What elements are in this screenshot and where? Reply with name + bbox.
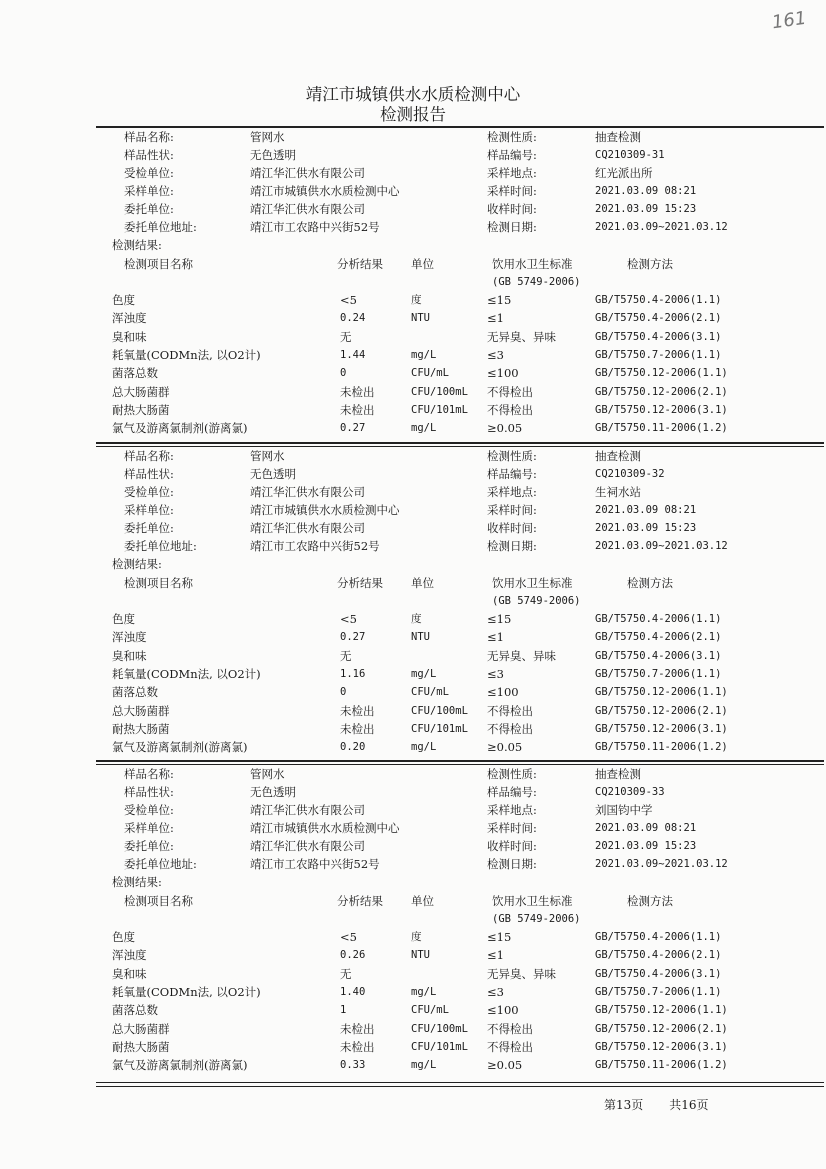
- test-result-value: 未检出: [340, 721, 375, 736]
- test-result-value: <5: [340, 930, 357, 944]
- test-result-value: 未检出: [340, 402, 375, 417]
- test-item-name: 总大肠菌群: [112, 384, 170, 399]
- test-item-name: 耗氧量(CODMn法, 以O2计): [112, 347, 261, 362]
- test-result-value: 0.24: [340, 312, 366, 325]
- test-date-label: 检测日期:: [487, 539, 537, 553]
- sample-number-label: 样品编号:: [487, 467, 537, 481]
- test-unit: CFU/101mL: [411, 1040, 468, 1053]
- test-standard: ≤15: [487, 930, 512, 944]
- client-unit-value: 靖江华汇供水有限公司: [250, 202, 365, 216]
- inspected-unit-label: 受检单位:: [124, 803, 174, 817]
- col-header-result: 分析结果: [337, 257, 383, 271]
- test-standard: 不得检出: [487, 402, 533, 417]
- col-header-method: 检测方法: [627, 257, 673, 271]
- test-method: GB/T5750.7-2006(1.1): [595, 667, 722, 680]
- client-address-value: 靖江市工农路中兴街52号: [250, 857, 380, 871]
- test-standard: ≤1: [487, 948, 504, 963]
- test-method: GB/T5750.4-2006(3.1): [595, 649, 722, 662]
- inspected-unit-value: 靖江华汇供水有限公司: [250, 803, 365, 817]
- client-address-label: 委托单位地址:: [124, 857, 197, 871]
- test-date-value: 2021.03.09~2021.03.12: [595, 221, 728, 233]
- test-standard: ≤1: [487, 630, 504, 645]
- test-unit: NTU: [411, 631, 430, 644]
- sample-form-label: 样品性状:: [124, 785, 174, 799]
- test-unit: mg/L: [411, 985, 437, 998]
- sampling-unit-value: 靖江市城镇供水水质检测中心: [250, 184, 400, 198]
- sampling-site-label: 采样地点:: [487, 485, 537, 499]
- test-result-value: 1.16: [340, 667, 366, 680]
- test-method: GB/T5750.12-2006(2.1): [595, 704, 728, 717]
- test-item-name: 臭和味: [112, 329, 147, 344]
- test-method: GB/T5750.4-2006(3.1): [595, 967, 722, 980]
- test-item-name: 耐热大肠菌: [112, 402, 170, 417]
- receive-time-value: 2021.03.09 15:23: [595, 522, 697, 534]
- test-item-name: 总大肠菌群: [112, 1021, 170, 1036]
- test-result-value: 1.40: [340, 985, 366, 998]
- inspected-unit-label: 受检单位:: [124, 166, 174, 180]
- col-header-standard: 饮用水卫生标准: [492, 257, 573, 271]
- test-result-value: 0.27: [340, 422, 366, 435]
- receive-time-value: 2021.03.09 15:23: [595, 840, 697, 852]
- test-unit: mg/L: [411, 422, 437, 435]
- test-standard: 无异臭、异味: [487, 329, 556, 344]
- sampling-unit-value: 靖江市城镇供水水质检测中心: [250, 821, 400, 835]
- client-address-value: 靖江市工农路中兴街52号: [250, 220, 380, 234]
- col-header-result: 分析结果: [337, 576, 383, 590]
- report-subtitle: 检测报告: [380, 105, 446, 124]
- handwritten-page-number: 161: [770, 7, 808, 34]
- test-item-name: 色度: [112, 612, 135, 626]
- sample-name-label: 样品名称:: [124, 449, 174, 463]
- test-item-name: 总大肠菌群: [112, 703, 170, 718]
- test-result-value: <5: [340, 293, 357, 307]
- client-unit-value: 靖江华汇供水有限公司: [250, 521, 365, 535]
- test-result-value: 未检出: [340, 703, 375, 718]
- test-result-value: 无: [340, 329, 352, 344]
- test-standard: 不得检出: [487, 1039, 533, 1054]
- test-date-label: 检测日期:: [487, 220, 537, 234]
- test-unit: CFU/mL: [411, 686, 449, 699]
- col-header-item: 检测项目名称: [124, 257, 193, 271]
- test-method: GB/T5750.12-2006(3.1): [595, 403, 728, 416]
- test-unit: mg/L: [411, 741, 437, 754]
- test-item-name: 耐热大肠菌: [112, 1039, 170, 1054]
- sample-form-value: 无色透明: [250, 467, 296, 481]
- col-header-method: 检测方法: [627, 894, 673, 908]
- test-standard: 不得检出: [487, 703, 533, 718]
- col-header-method: 检测方法: [627, 576, 673, 590]
- test-standard: ≥0.05: [487, 1058, 523, 1073]
- test-unit: CFU/100mL: [411, 385, 468, 398]
- test-method: GB/T5750.12-2006(1.1): [595, 686, 728, 699]
- client-unit-label: 委托单位:: [124, 521, 174, 535]
- sampling-time-label: 采样时间:: [487, 503, 537, 517]
- test-method: GB/T5750.4-2006(3.1): [595, 330, 722, 343]
- test-result-value: 1: [340, 1004, 347, 1017]
- test-standard: ≤15: [487, 612, 512, 626]
- sample-section: [0, 449, 826, 769]
- sampling-site-label: 采样地点:: [487, 803, 537, 817]
- col-header-standard-code: (GB 5749-2006): [492, 595, 581, 607]
- test-item-name: 菌落总数: [112, 1003, 158, 1018]
- page-total: 共16页: [669, 1098, 709, 1112]
- test-standard: ≤100: [487, 366, 519, 381]
- test-unit: CFU/101mL: [411, 403, 468, 416]
- test-result-value: 无: [340, 966, 352, 981]
- sample-name-value: 管网水: [250, 130, 285, 144]
- test-item-name: 浑浊度: [112, 311, 147, 326]
- test-unit: CFU/mL: [411, 367, 449, 380]
- test-item-name: 耗氧量(CODMn法, 以O2计): [112, 984, 261, 999]
- sample-number-value: CQ210309-31: [595, 149, 665, 161]
- test-standard: 不得检出: [487, 1021, 533, 1036]
- test-unit: CFU/mL: [411, 1004, 449, 1017]
- sample-name-value: 管网水: [250, 449, 285, 463]
- test-unit: 度: [411, 294, 422, 306]
- sampling-unit-value: 靖江市城镇供水水质检测中心: [250, 503, 400, 517]
- test-item-name: 氯气及游离氯制剂(游离氯): [112, 1058, 248, 1073]
- results-heading: 检测结果:: [112, 557, 162, 571]
- sample-name-label: 样品名称:: [124, 130, 174, 144]
- sampling-time-label: 采样时间:: [487, 821, 537, 835]
- test-standard: ≤100: [487, 685, 519, 700]
- test-item-name: 耗氧量(CODMn法, 以O2计): [112, 666, 261, 681]
- test-unit: CFU/100mL: [411, 1022, 468, 1035]
- client-unit-value: 靖江华汇供水有限公司: [250, 839, 365, 853]
- test-nature-value: 抽查检测: [595, 767, 641, 781]
- test-method: GB/T5750.12-2006(2.1): [595, 1022, 728, 1035]
- col-header-unit: 单位: [411, 894, 434, 908]
- sampling-unit-label: 采样单位:: [124, 821, 174, 835]
- sampling-time-value: 2021.03.09 08:21: [595, 185, 697, 197]
- test-item-name: 浑浊度: [112, 630, 147, 645]
- client-unit-label: 委托单位:: [124, 839, 174, 853]
- test-method: GB/T5750.4-2006(1.1): [595, 613, 722, 625]
- sampling-site-label: 采样地点:: [487, 166, 537, 180]
- receive-time-label: 收样时间:: [487, 521, 537, 535]
- test-method: GB/T5750.4-2006(2.1): [595, 312, 722, 325]
- sample-number-value: CQ210309-33: [595, 786, 665, 798]
- test-unit: NTU: [411, 312, 430, 325]
- page-footer: [604, 1096, 735, 1113]
- test-standard: ≤100: [487, 1003, 519, 1018]
- receive-time-label: 收样时间:: [487, 839, 537, 853]
- test-result-value: 0.26: [340, 949, 366, 962]
- test-unit: CFU/101mL: [411, 722, 468, 735]
- test-method: GB/T5750.12-2006(1.1): [595, 367, 728, 380]
- sampling-site-value: 刘国钧中学: [595, 803, 653, 817]
- test-standard: ≤3: [487, 984, 504, 999]
- test-standard: ≤15: [487, 293, 512, 307]
- test-method: GB/T5750.7-2006(1.1): [595, 348, 722, 361]
- test-item-name: 臭和味: [112, 648, 147, 663]
- test-method: GB/T5750.4-2006(2.1): [595, 949, 722, 962]
- test-method: GB/T5750.11-2006(1.2): [595, 741, 728, 754]
- test-item-name: 菌落总数: [112, 685, 158, 700]
- test-standard: 不得检出: [487, 721, 533, 736]
- test-result-value: 未检出: [340, 384, 375, 399]
- receive-time-label: 收样时间:: [487, 202, 537, 216]
- results-heading: 检测结果:: [112, 875, 162, 889]
- inspected-unit-label: 受检单位:: [124, 485, 174, 499]
- test-standard: ≤3: [487, 666, 504, 681]
- sample-form-label: 样品性状:: [124, 467, 174, 481]
- test-result-value: 0: [340, 686, 347, 699]
- test-nature-label: 检测性质:: [487, 767, 537, 781]
- test-method: GB/T5750.4-2006(2.1): [595, 631, 722, 644]
- client-address-label: 委托单位地址:: [124, 220, 197, 234]
- sampling-time-label: 采样时间:: [487, 184, 537, 198]
- test-result-value: 未检出: [340, 1021, 375, 1036]
- test-item-name: 氯气及游离氯制剂(游离氯): [112, 740, 248, 755]
- test-nature-label: 检测性质:: [487, 130, 537, 144]
- report-org-title: 靖江市城镇供水水质检测中心: [305, 85, 521, 104]
- test-result-value: 0.33: [340, 1059, 366, 1072]
- test-item-name: 色度: [112, 293, 135, 307]
- test-standard: ≥0.05: [487, 740, 523, 755]
- test-standard: 不得检出: [487, 384, 533, 399]
- results-heading: 检测结果:: [112, 238, 162, 252]
- test-method: GB/T5750.12-2006(3.1): [595, 1040, 728, 1053]
- test-method: GB/T5750.12-2006(2.1): [595, 385, 728, 398]
- test-result-value: 无: [340, 648, 352, 663]
- col-header-unit: 单位: [411, 257, 434, 271]
- test-unit: 度: [411, 613, 422, 625]
- test-unit: mg/L: [411, 348, 437, 361]
- test-result-value: <5: [340, 612, 357, 626]
- test-unit: NTU: [411, 949, 430, 962]
- sampling-unit-label: 采样单位:: [124, 503, 174, 517]
- sample-form-value: 无色透明: [250, 148, 296, 162]
- test-unit: CFU/100mL: [411, 704, 468, 717]
- test-method: GB/T5750.12-2006(1.1): [595, 1004, 728, 1017]
- sample-number-label: 样品编号:: [487, 785, 537, 799]
- col-header-standard: 饮用水卫生标准: [492, 894, 573, 908]
- test-item-name: 浑浊度: [112, 948, 147, 963]
- col-header-standard: 饮用水卫生标准: [492, 576, 573, 590]
- sample-number-label: 样品编号:: [487, 148, 537, 162]
- test-item-name: 臭和味: [112, 966, 147, 981]
- test-result-value: 1.44: [340, 348, 366, 361]
- inspected-unit-value: 靖江华汇供水有限公司: [250, 166, 365, 180]
- page-number: 第13页: [604, 1098, 644, 1112]
- receive-time-value: 2021.03.09 15:23: [595, 203, 697, 215]
- test-date-value: 2021.03.09~2021.03.12: [595, 540, 728, 552]
- test-standard: 无异臭、异味: [487, 648, 556, 663]
- test-result-value: 0.27: [340, 631, 366, 644]
- test-method: GB/T5750.4-2006(1.1): [595, 294, 722, 306]
- sample-section: [0, 767, 826, 1087]
- test-unit: mg/L: [411, 1059, 437, 1072]
- col-header-standard-code: (GB 5749-2006): [492, 276, 581, 288]
- test-standard: ≤3: [487, 347, 504, 362]
- sample-name-value: 管网水: [250, 767, 285, 781]
- test-item-name: 菌落总数: [112, 366, 158, 381]
- test-nature-label: 检测性质:: [487, 449, 537, 463]
- test-method: GB/T5750.4-2006(1.1): [595, 931, 722, 943]
- divider: [96, 126, 824, 128]
- sampling-time-value: 2021.03.09 08:21: [595, 822, 697, 834]
- client-address-value: 靖江市工农路中兴街52号: [250, 539, 380, 553]
- sampling-site-value: 生祠水站: [595, 485, 641, 499]
- inspected-unit-value: 靖江华汇供水有限公司: [250, 485, 365, 499]
- test-standard: 无异臭、异味: [487, 966, 556, 981]
- col-header-unit: 单位: [411, 576, 434, 590]
- test-method: GB/T5750.12-2006(3.1): [595, 722, 728, 735]
- sampling-unit-label: 采样单位:: [124, 184, 174, 198]
- test-nature-value: 抽查检测: [595, 449, 641, 463]
- test-standard: ≥0.05: [487, 421, 523, 436]
- test-standard: ≤1: [487, 311, 504, 326]
- test-result-value: 0: [340, 367, 347, 380]
- col-header-result: 分析结果: [337, 894, 383, 908]
- sample-name-label: 样品名称:: [124, 767, 174, 781]
- sample-section: [0, 130, 826, 450]
- test-item-name: 耐热大肠菌: [112, 721, 170, 736]
- client-unit-label: 委托单位:: [124, 202, 174, 216]
- test-item-name: 色度: [112, 930, 135, 944]
- test-method: GB/T5750.7-2006(1.1): [595, 985, 722, 998]
- test-item-name: 氯气及游离氯制剂(游离氯): [112, 421, 248, 436]
- test-result-value: 未检出: [340, 1039, 375, 1054]
- sampling-site-value: 红光派出所: [595, 166, 653, 180]
- col-header-item: 检测项目名称: [124, 576, 193, 590]
- col-header-item: 检测项目名称: [124, 894, 193, 908]
- test-method: GB/T5750.11-2006(1.2): [595, 1059, 728, 1072]
- sampling-time-value: 2021.03.09 08:21: [595, 504, 697, 516]
- test-unit: 度: [411, 931, 422, 943]
- test-date-value: 2021.03.09~2021.03.12: [595, 858, 728, 870]
- test-result-value: 0.20: [340, 741, 366, 754]
- test-unit: mg/L: [411, 667, 437, 680]
- test-nature-value: 抽查检测: [595, 130, 641, 144]
- test-method: GB/T5750.11-2006(1.2): [595, 422, 728, 435]
- sample-form-value: 无色透明: [250, 785, 296, 799]
- sample-form-label: 样品性状:: [124, 148, 174, 162]
- test-date-label: 检测日期:: [487, 857, 537, 871]
- client-address-label: 委托单位地址:: [124, 539, 197, 553]
- col-header-standard-code: (GB 5749-2006): [492, 913, 581, 925]
- sample-number-value: CQ210309-32: [595, 468, 665, 480]
